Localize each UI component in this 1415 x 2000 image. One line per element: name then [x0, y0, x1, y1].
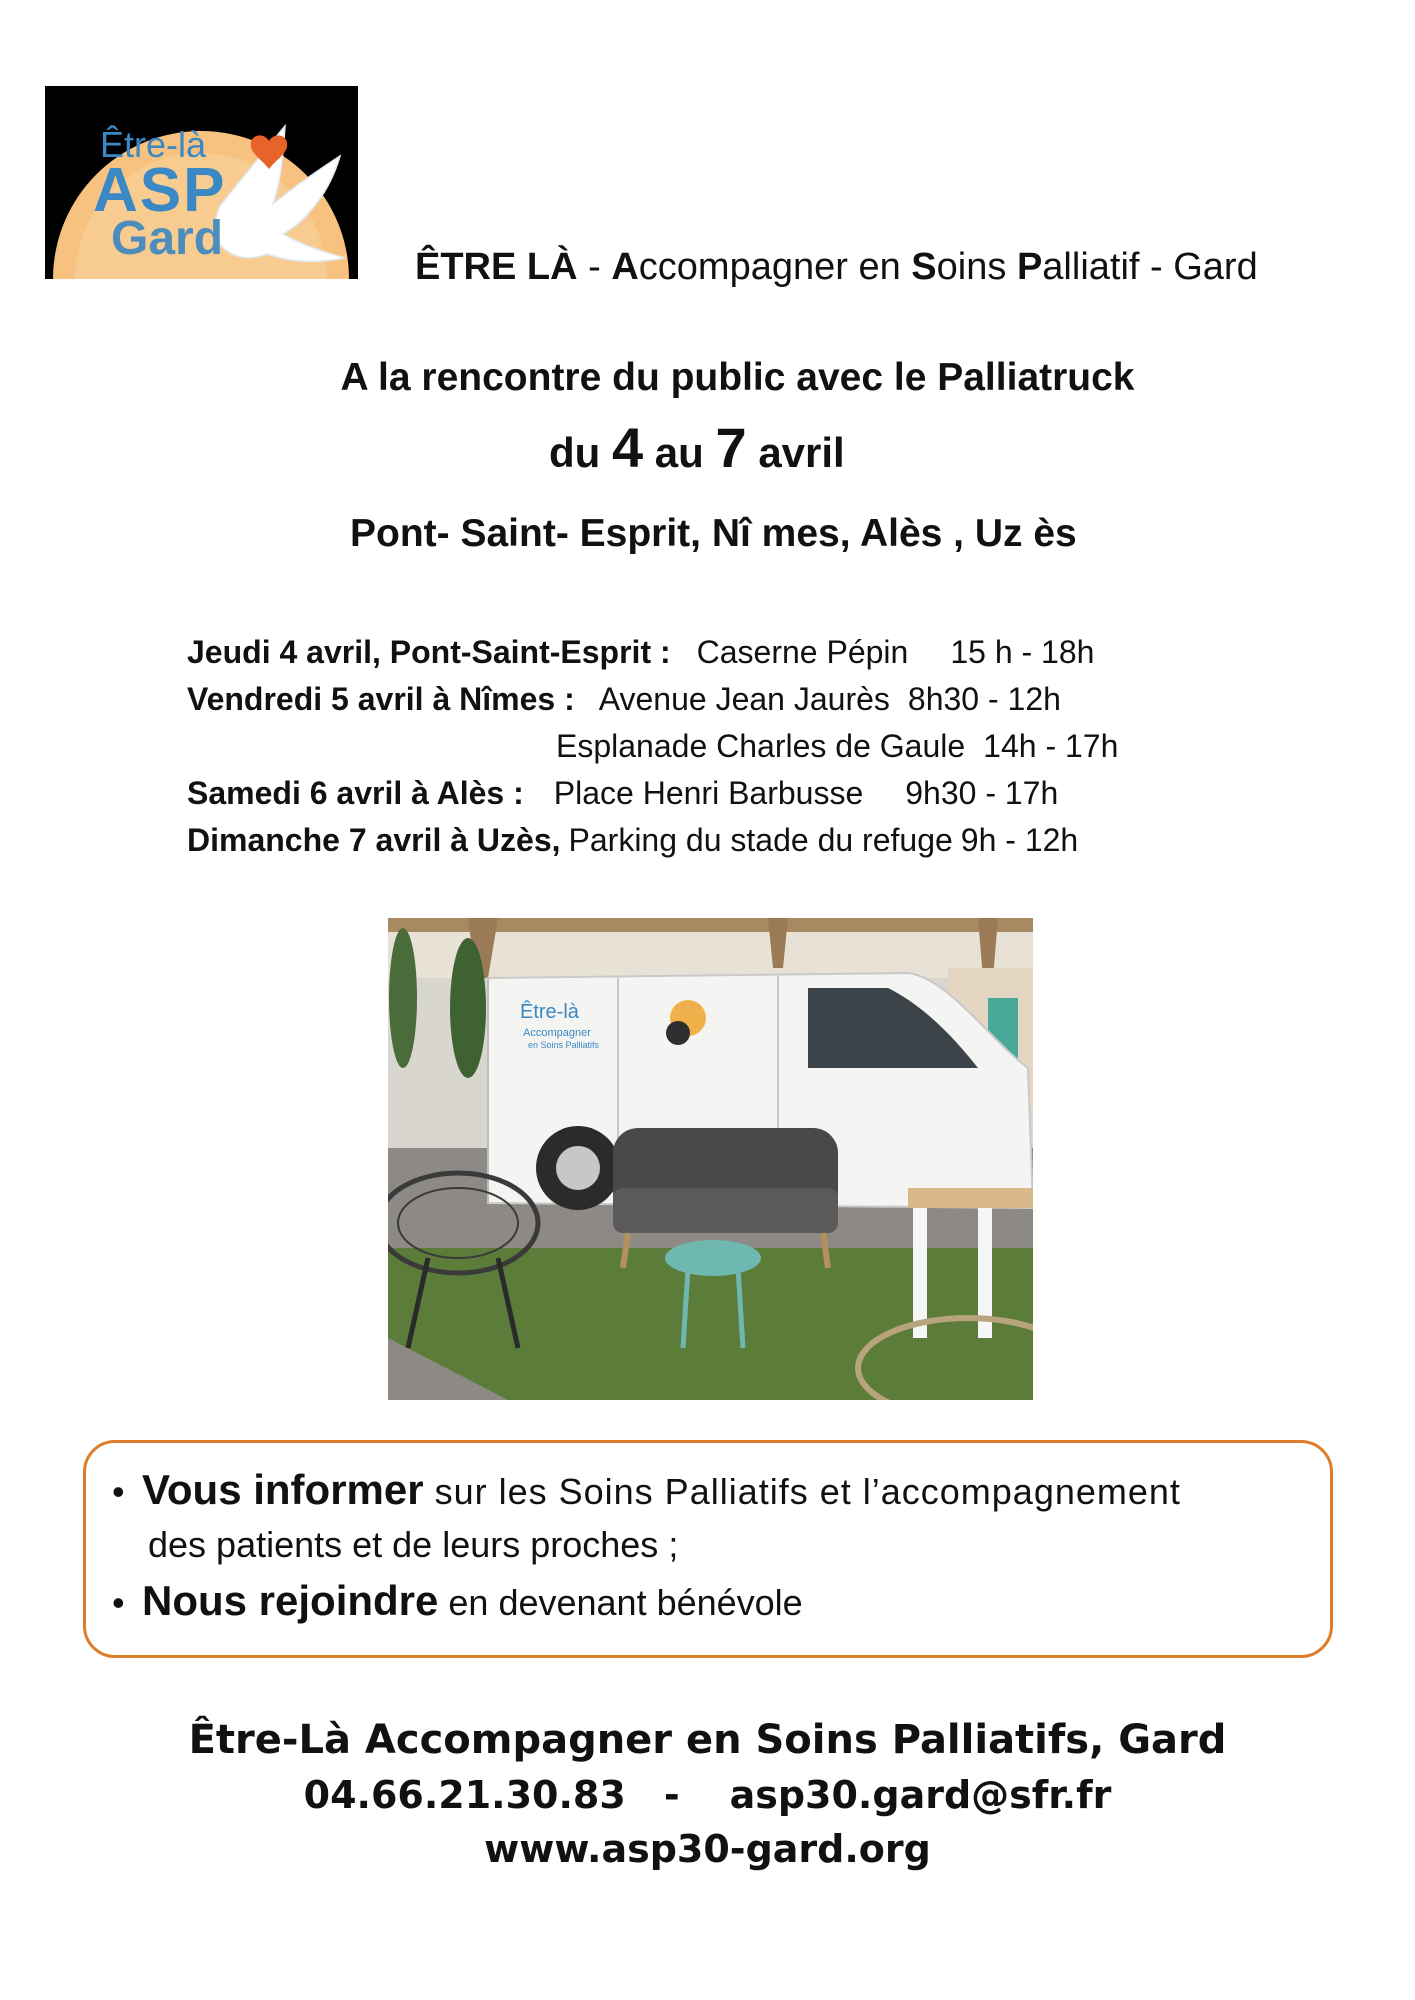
footer-phone: 04.66.21.30.83	[303, 1773, 626, 1817]
logo-line1: Être-là	[100, 124, 207, 165]
logo-line3: Gard	[111, 212, 224, 265]
event-dates: du 4 au 7 avril	[549, 416, 845, 479]
schedule-row: Dimanche 7 avril à Uzès, Parking du stade du refuge 9h - 12h	[187, 822, 1079, 858]
svg-text:en Soins Palliatifs: en Soins Palliatifs	[528, 1040, 600, 1050]
footer-contact	[0, 1773, 1415, 1817]
logo-line2: ASP	[93, 156, 227, 225]
event-cities: Pont- Saint- Esprit, Nî mes, Alès , Uz ès	[350, 512, 1077, 555]
event-title: A la rencontre du public avec le Palliatruck	[340, 356, 1135, 399]
schedule-row: Jeudi 4 avril, Pont-Saint-Esprit : Caserne Pépin 15 h - 18h	[187, 634, 1095, 670]
info-bullet-1: • Vous informer sur les Soins Palliatifs et l’accompagnement	[112, 1466, 1181, 1513]
schedule-row: Samedi 6 avril à Alès : Place Henri Barbusse 9h30 - 17h	[187, 775, 1059, 811]
palliatruck-photo	[388, 918, 1033, 1400]
asp-gard-logo	[45, 86, 358, 279]
schedule-row: Vendredi 5 avril à Nîmes : Avenue Jean Jaurès 8h30 - 12h	[187, 681, 1061, 717]
schedule-row: Esplanade Charles de Gaule 14h - 17h	[556, 728, 1119, 764]
svg-text:Accompagner: Accompagner	[523, 1027, 591, 1039]
footer-separator: -	[663, 1773, 680, 1817]
footer-email[interactable]: asp30.gard@sfr.fr	[729, 1773, 1112, 1817]
info-bullet-1-continuation: des patients et de leurs proches ;	[148, 1524, 679, 1565]
van-logo-text: Être-là	[520, 1001, 579, 1023]
footer-organization-name: Être-Là Accompagner en Soins Palliatifs, Gard	[188, 1717, 1227, 1763]
organization-tagline: ÊTRE LÀ - Accompagner en Soins Palliatif - Gard	[415, 246, 1258, 288]
info-bullet-2: • Nous rejoindre en devenant bénévole	[112, 1577, 803, 1624]
footer-website[interactable]: www.asp30-gard.org	[484, 1827, 931, 1871]
